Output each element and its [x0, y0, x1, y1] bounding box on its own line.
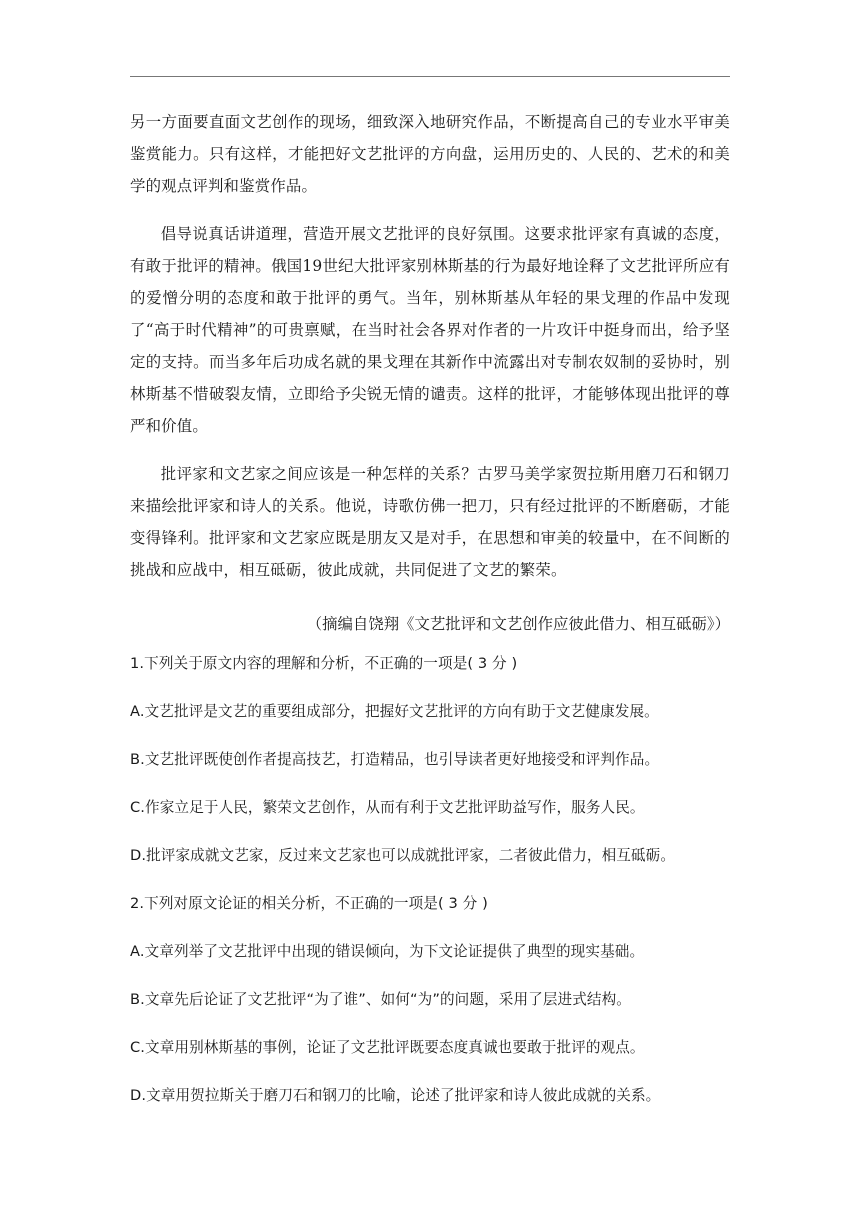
question-1: [130, 652, 730, 868]
document-body: [130, 106, 730, 1108]
header-divider: [130, 76, 730, 77]
question-2: [130, 892, 730, 1108]
passage-paragraph: 另一方面要直面文艺创作的现场，细致深入地研究作品，不断提高自己的专业水平审美鉴赏能力。只有这样，才能把好文艺批评的方向盘，运用历史的、人民的、艺术的和美学的观点评判和鉴赏作品。: [130, 113, 730, 195]
option-d: D.文章用贺拉斯关于磨刀石和钢刀的比喻，论述了批评家和诗人彼此成就的关系。: [130, 1087, 661, 1104]
option-a: A.文艺批评是文艺的重要组成部分，把握好文艺批评的方向有助于文艺健康发展。: [130, 703, 659, 720]
source-citation: （摘编自饶翔《文艺批评和文艺创作应彼此借力、相互砥砺》）: [306, 615, 730, 633]
option-b: B.文艺批评既使创作者提高技艺，打造精品，也引导读者更好地接受和评判作品。: [130, 751, 660, 768]
passage-paragraph: 倡导说真话讲道理，营造开展文艺批评的良好氛围。这要求批评家有真诚的态度，有敢于批评的精神。俄国19世纪大批评家别林斯基的行为最好地诠释了文艺批评所应有的爱憎分明的态度和敢于批评的勇气。当年，别林斯基从年轻的果戈理的作品中发现了“高于时代精神”的可贵禀赋，在当时社会各界对作者的一片攻讦中挺身而出，给予坚定的支持。而当多年后功成名就的果戈理在其新作中流露出对专制农奴制的妥协时，别林斯基不惜破裂友情，立即给予尖锐无情的谴责。这样的批评，才能够体现出批评的尊严和价值。: [130, 225, 730, 435]
option-c: C.作家立足于人民，繁荣文艺创作，从而有利于文艺批评助益写作，服务人民。: [130, 799, 645, 816]
option-d: D.批评家成就文艺家，反过来文艺家也可以成就批评家，二者彼此借力，相互砥砺。: [130, 847, 676, 864]
option-b: B.文章先后论证了文艺批评“为了谁”、如何“为”的问题，采用了层进式结构。: [130, 991, 632, 1008]
passage-paragraph: 批评家和文艺家之间应该是一种怎样的关系？古罗马美学家贺拉斯用磨刀石和钢刀来描绘批评家和诗人的关系。他说，诗歌仿佛一把刀，只有经过批评的不断磨砺，才能变得锋利。批评家和文艺家应既是朋友又是对手，在思想和审美的较量中，在不间断的挑战和应战中，相互砥砺，彼此成就，共同促进了文艺的繁荣。: [130, 465, 730, 579]
question-stem: 2.下列对原文论证的相关分析，不正确的一项是( 3 分 ): [130, 895, 488, 912]
option-a: A.文章列举了文艺批评中出现的错误倾向，为下文论证提供了典型的现实基础。: [130, 943, 645, 960]
option-c: C.文章用别林斯基的事例，论证了文艺批评既要态度真诚也要敢于批评的观点。: [130, 1039, 645, 1056]
question-stem: 1.下列关于原文内容的理解和分析，不正确的一项是( 3 分 ): [130, 655, 518, 672]
